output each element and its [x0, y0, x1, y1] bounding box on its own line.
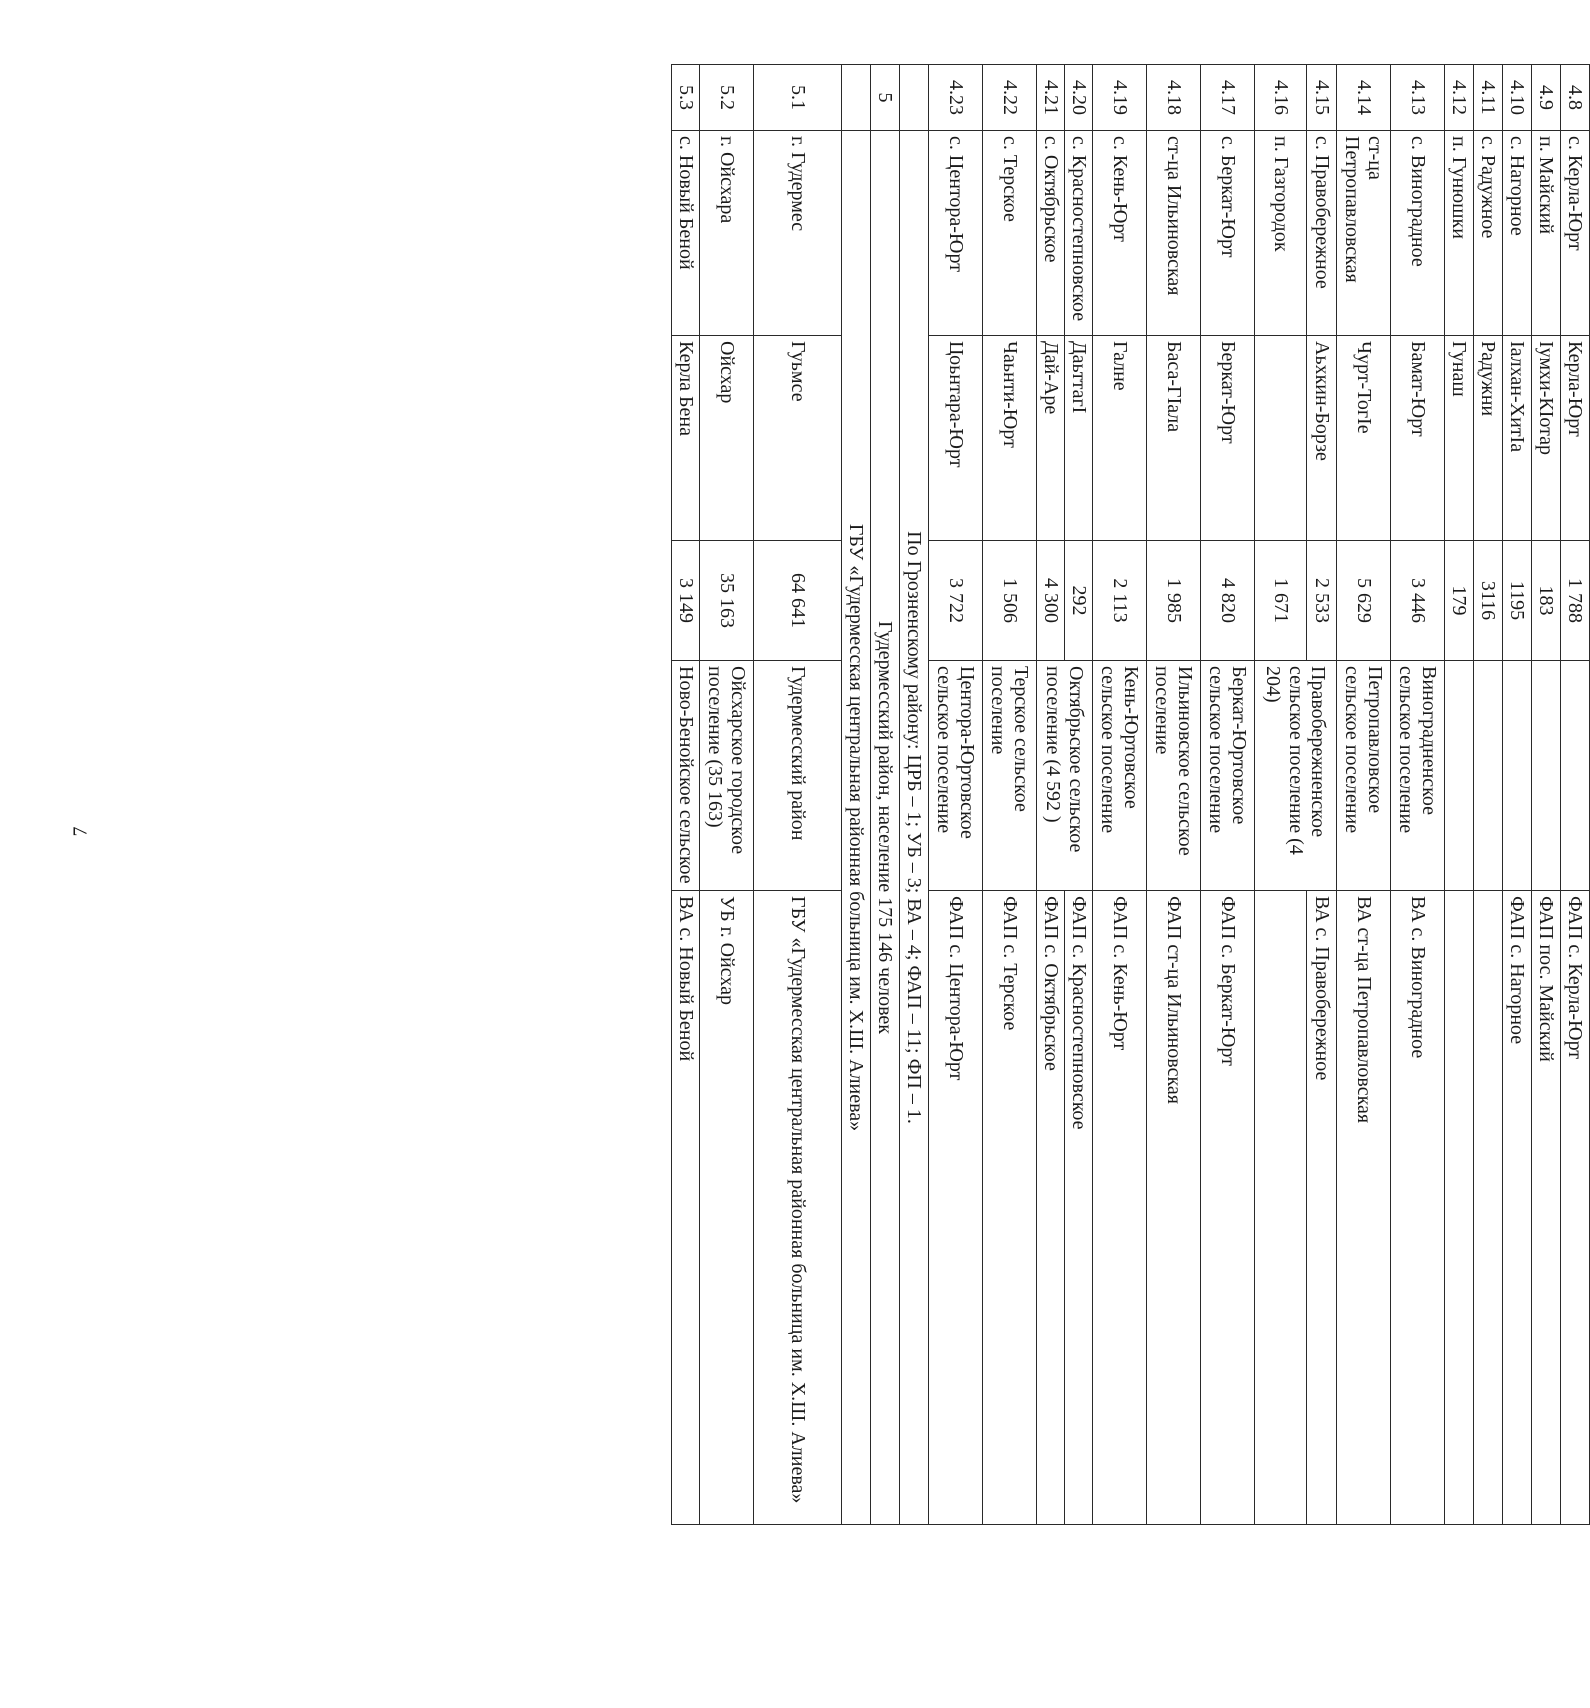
municipality: Правобережненское сельское поселение (4 204)	[1255, 661, 1337, 891]
facility: ФАП с. Октябрьское	[1037, 891, 1065, 1525]
settlement-name: г. Гудермес	[754, 131, 842, 336]
district-summary: По Грозненскому району: ЦРБ – 1; УБ – 3; ВА – 4; ФАП – 11; ФП – 1.	[900, 131, 929, 1525]
municipality	[1503, 661, 1532, 891]
population: 1 985	[1147, 541, 1201, 661]
population: 183	[1532, 541, 1561, 661]
section-header-row	[871, 65, 900, 1525]
settlement-name: п. Майский	[1532, 131, 1561, 336]
settlement-name: с. Красностепновское	[1065, 131, 1093, 336]
settlement-name: с. Октябрьское	[1037, 131, 1065, 336]
chechen-name: Радужни	[1474, 336, 1503, 541]
table-row	[1093, 65, 1147, 1525]
population: 2 533	[1307, 541, 1337, 661]
row-number: 4.13	[1391, 65, 1445, 131]
row-number: 5	[871, 65, 900, 131]
table-row	[1065, 65, 1093, 1525]
chechen-name: Аьхкин-Борзе	[1307, 336, 1337, 541]
population: 4 300	[1037, 541, 1065, 661]
municipality: Октябрьское сельское поселение (4 592 )	[1037, 661, 1093, 891]
hospital-header: ГБУ «Гудермесская центральная районная больница им. Х.Ш. Алиева»	[842, 131, 871, 1525]
settlement-name: с. Радужное	[1474, 131, 1503, 336]
chechen-name: Чаьнти-Юрт	[983, 336, 1037, 541]
row-number: 4.17	[1201, 65, 1255, 131]
row-number: 4.8	[1561, 65, 1590, 131]
settlement-name: с. Правобережное	[1307, 131, 1337, 336]
row-number: 5.1	[754, 65, 842, 131]
table-row	[1561, 65, 1590, 1525]
row-number: 4.12	[1445, 65, 1474, 131]
municipality	[1561, 661, 1590, 891]
row-number: 4.22	[983, 65, 1037, 131]
row-number: 4.20	[1065, 65, 1093, 131]
population: 5 629	[1337, 541, 1391, 661]
facility: ГБУ «Гудермесская центральная районная больница им. Х.Ш. Алиева»	[754, 891, 842, 1525]
chechen-name: ДаьттагІ	[1065, 336, 1093, 541]
population: 292	[1065, 541, 1093, 661]
settlement-name: г. Ойсхара	[700, 131, 754, 336]
facility: ФАП с. Центора-Юрт	[929, 891, 983, 1525]
population: 1 788	[1561, 541, 1590, 661]
row-number: 4.23	[929, 65, 983, 131]
chechen-name: Цоьнтара-Юрт	[929, 336, 983, 541]
municipality	[1474, 661, 1503, 891]
chechen-name: Гуьмсе	[754, 336, 842, 541]
table-row	[929, 65, 983, 1525]
row-number	[900, 65, 929, 131]
population: 1 671	[1255, 541, 1307, 661]
municipality	[1532, 661, 1561, 891]
table-row	[1147, 65, 1201, 1525]
municipality: Виноградненское сельское поселение	[1391, 661, 1445, 891]
chechen-name: Ойсхар	[700, 336, 754, 541]
population: 35 163	[700, 541, 754, 661]
population: 4 820	[1201, 541, 1255, 661]
population: 64 641	[754, 541, 842, 661]
section-header-row	[842, 65, 871, 1525]
population: 3 446	[1391, 541, 1445, 661]
district-header: Гудермесский район, население 175 146 человек	[871, 131, 900, 1525]
chechen-name: Бамат-Юрт	[1391, 336, 1445, 541]
municipality: Ойсхарское городское поселение (35 163)	[700, 661, 754, 891]
table-row	[1201, 65, 1255, 1525]
table-row	[1532, 65, 1561, 1525]
population: 3 722	[929, 541, 983, 661]
row-number: 4.11	[1474, 65, 1503, 131]
municipality: Беркат-Юртовское сельское поселение	[1201, 661, 1255, 891]
row-number: 4.16	[1255, 65, 1307, 131]
settlement-name: с. Центора-Юрт	[929, 131, 983, 336]
row-number: 4.19	[1093, 65, 1147, 131]
row-number: 4.18	[1147, 65, 1201, 131]
row-number: 4.9	[1532, 65, 1561, 131]
municipality: Петропавловское сельское поселение	[1337, 661, 1391, 891]
chechen-name	[1255, 336, 1307, 541]
population: 1195	[1503, 541, 1532, 661]
settlement-name: ст-ца Ильиновская	[1147, 131, 1201, 336]
settlement-name: с. Беркат-Юрт	[1201, 131, 1255, 336]
facility: ФАП с. Беркат-Юрт	[1201, 891, 1255, 1525]
chechen-name: Беркат-Юрт	[1201, 336, 1255, 541]
table-row	[1307, 65, 1337, 1525]
chechen-name: Керла-Юрт	[1561, 336, 1590, 541]
table-row	[672, 65, 700, 1525]
facility	[1255, 891, 1307, 1525]
settlement-name: ст-ца Петропавловская	[1337, 131, 1391, 336]
row-number: 4.14	[1337, 65, 1391, 131]
chechen-name: Іалхан-ХитІа	[1503, 336, 1532, 541]
municipality: Кень-Юртовское сельское поселение	[1093, 661, 1147, 891]
table-row	[1391, 65, 1445, 1525]
chechen-name: Керла Бена	[672, 336, 700, 541]
facility: ФАП с. Терское	[983, 891, 1037, 1525]
facility: ФАП с. Керла-Юрт	[1561, 891, 1590, 1525]
facilities-table	[671, 64, 1590, 1525]
facility: ФАП с. Кень-Юрт	[1093, 891, 1147, 1525]
table-row	[1503, 65, 1532, 1525]
facility: ВА с. Новый Беной	[672, 891, 700, 1525]
row-number	[842, 65, 871, 131]
page-number: 7	[69, 826, 92, 837]
table-row	[1474, 65, 1503, 1525]
population: 3116	[1474, 541, 1503, 661]
facility: ВА с. Правобережное	[1307, 891, 1337, 1525]
row-number: 5.3	[672, 65, 700, 131]
settlement-name: п. Гунюшки	[1445, 131, 1474, 336]
row-number: 4.21	[1037, 65, 1065, 131]
municipality: Ильиновское сельское поселение	[1147, 661, 1201, 891]
municipality: Центора-Юртовское сельское поселение	[929, 661, 983, 891]
municipality: Ново-Бенойское сельское	[672, 661, 700, 891]
table-row	[1445, 65, 1474, 1525]
facility: ФАП ст-ца Ильиновская	[1147, 891, 1201, 1525]
population: 3 149	[672, 541, 700, 661]
summary-row	[900, 65, 929, 1525]
municipality	[1445, 661, 1474, 891]
facility: ВА с. Виноградное	[1391, 891, 1445, 1525]
chechen-name: Гунаш	[1445, 336, 1474, 541]
table-row	[983, 65, 1037, 1525]
row-number: 4.10	[1503, 65, 1532, 131]
settlement-name: с. Виноградное	[1391, 131, 1445, 336]
settlement-name: с. Нагорное	[1503, 131, 1532, 336]
facility	[1474, 891, 1503, 1525]
row-number: 4.15	[1307, 65, 1337, 131]
settlement-name: с. Керла-Юрт	[1561, 131, 1590, 336]
facility	[1445, 891, 1474, 1525]
chechen-name: Чурт-ТогІе	[1337, 336, 1391, 541]
settlement-name: п. Газгородок	[1255, 131, 1307, 336]
municipality: Гудермесский район	[754, 661, 842, 891]
table-row	[754, 65, 842, 1525]
chechen-name: Дай-Аре	[1037, 336, 1065, 541]
rotated-table-wrapper	[671, 64, 1590, 1524]
settlement-name: с. Кень-Юрт	[1093, 131, 1147, 336]
chechen-name: Галне	[1093, 336, 1147, 541]
table-row	[1337, 65, 1391, 1525]
facility: УБ г. Ойсхар	[700, 891, 754, 1525]
population: 179	[1445, 541, 1474, 661]
facility: ФАП пос. Майский	[1532, 891, 1561, 1525]
municipality: Терское сельское поселение	[983, 661, 1037, 891]
facility: ФАП с. Красностепновское	[1065, 891, 1093, 1525]
row-number: 5.2	[700, 65, 754, 131]
chechen-name: Іумхи-КІотар	[1532, 336, 1561, 541]
facility: ВА ст-ца Петропавловская	[1337, 891, 1391, 1525]
table-row	[700, 65, 754, 1525]
population: 2 113	[1093, 541, 1147, 661]
settlement-name: с. Терское	[983, 131, 1037, 336]
chechen-name: Баса-ГІала	[1147, 336, 1201, 541]
facility: ФАП с. Нагорное	[1503, 891, 1532, 1525]
population: 1 506	[983, 541, 1037, 661]
settlement-name: с. Новый Беной	[672, 131, 700, 336]
